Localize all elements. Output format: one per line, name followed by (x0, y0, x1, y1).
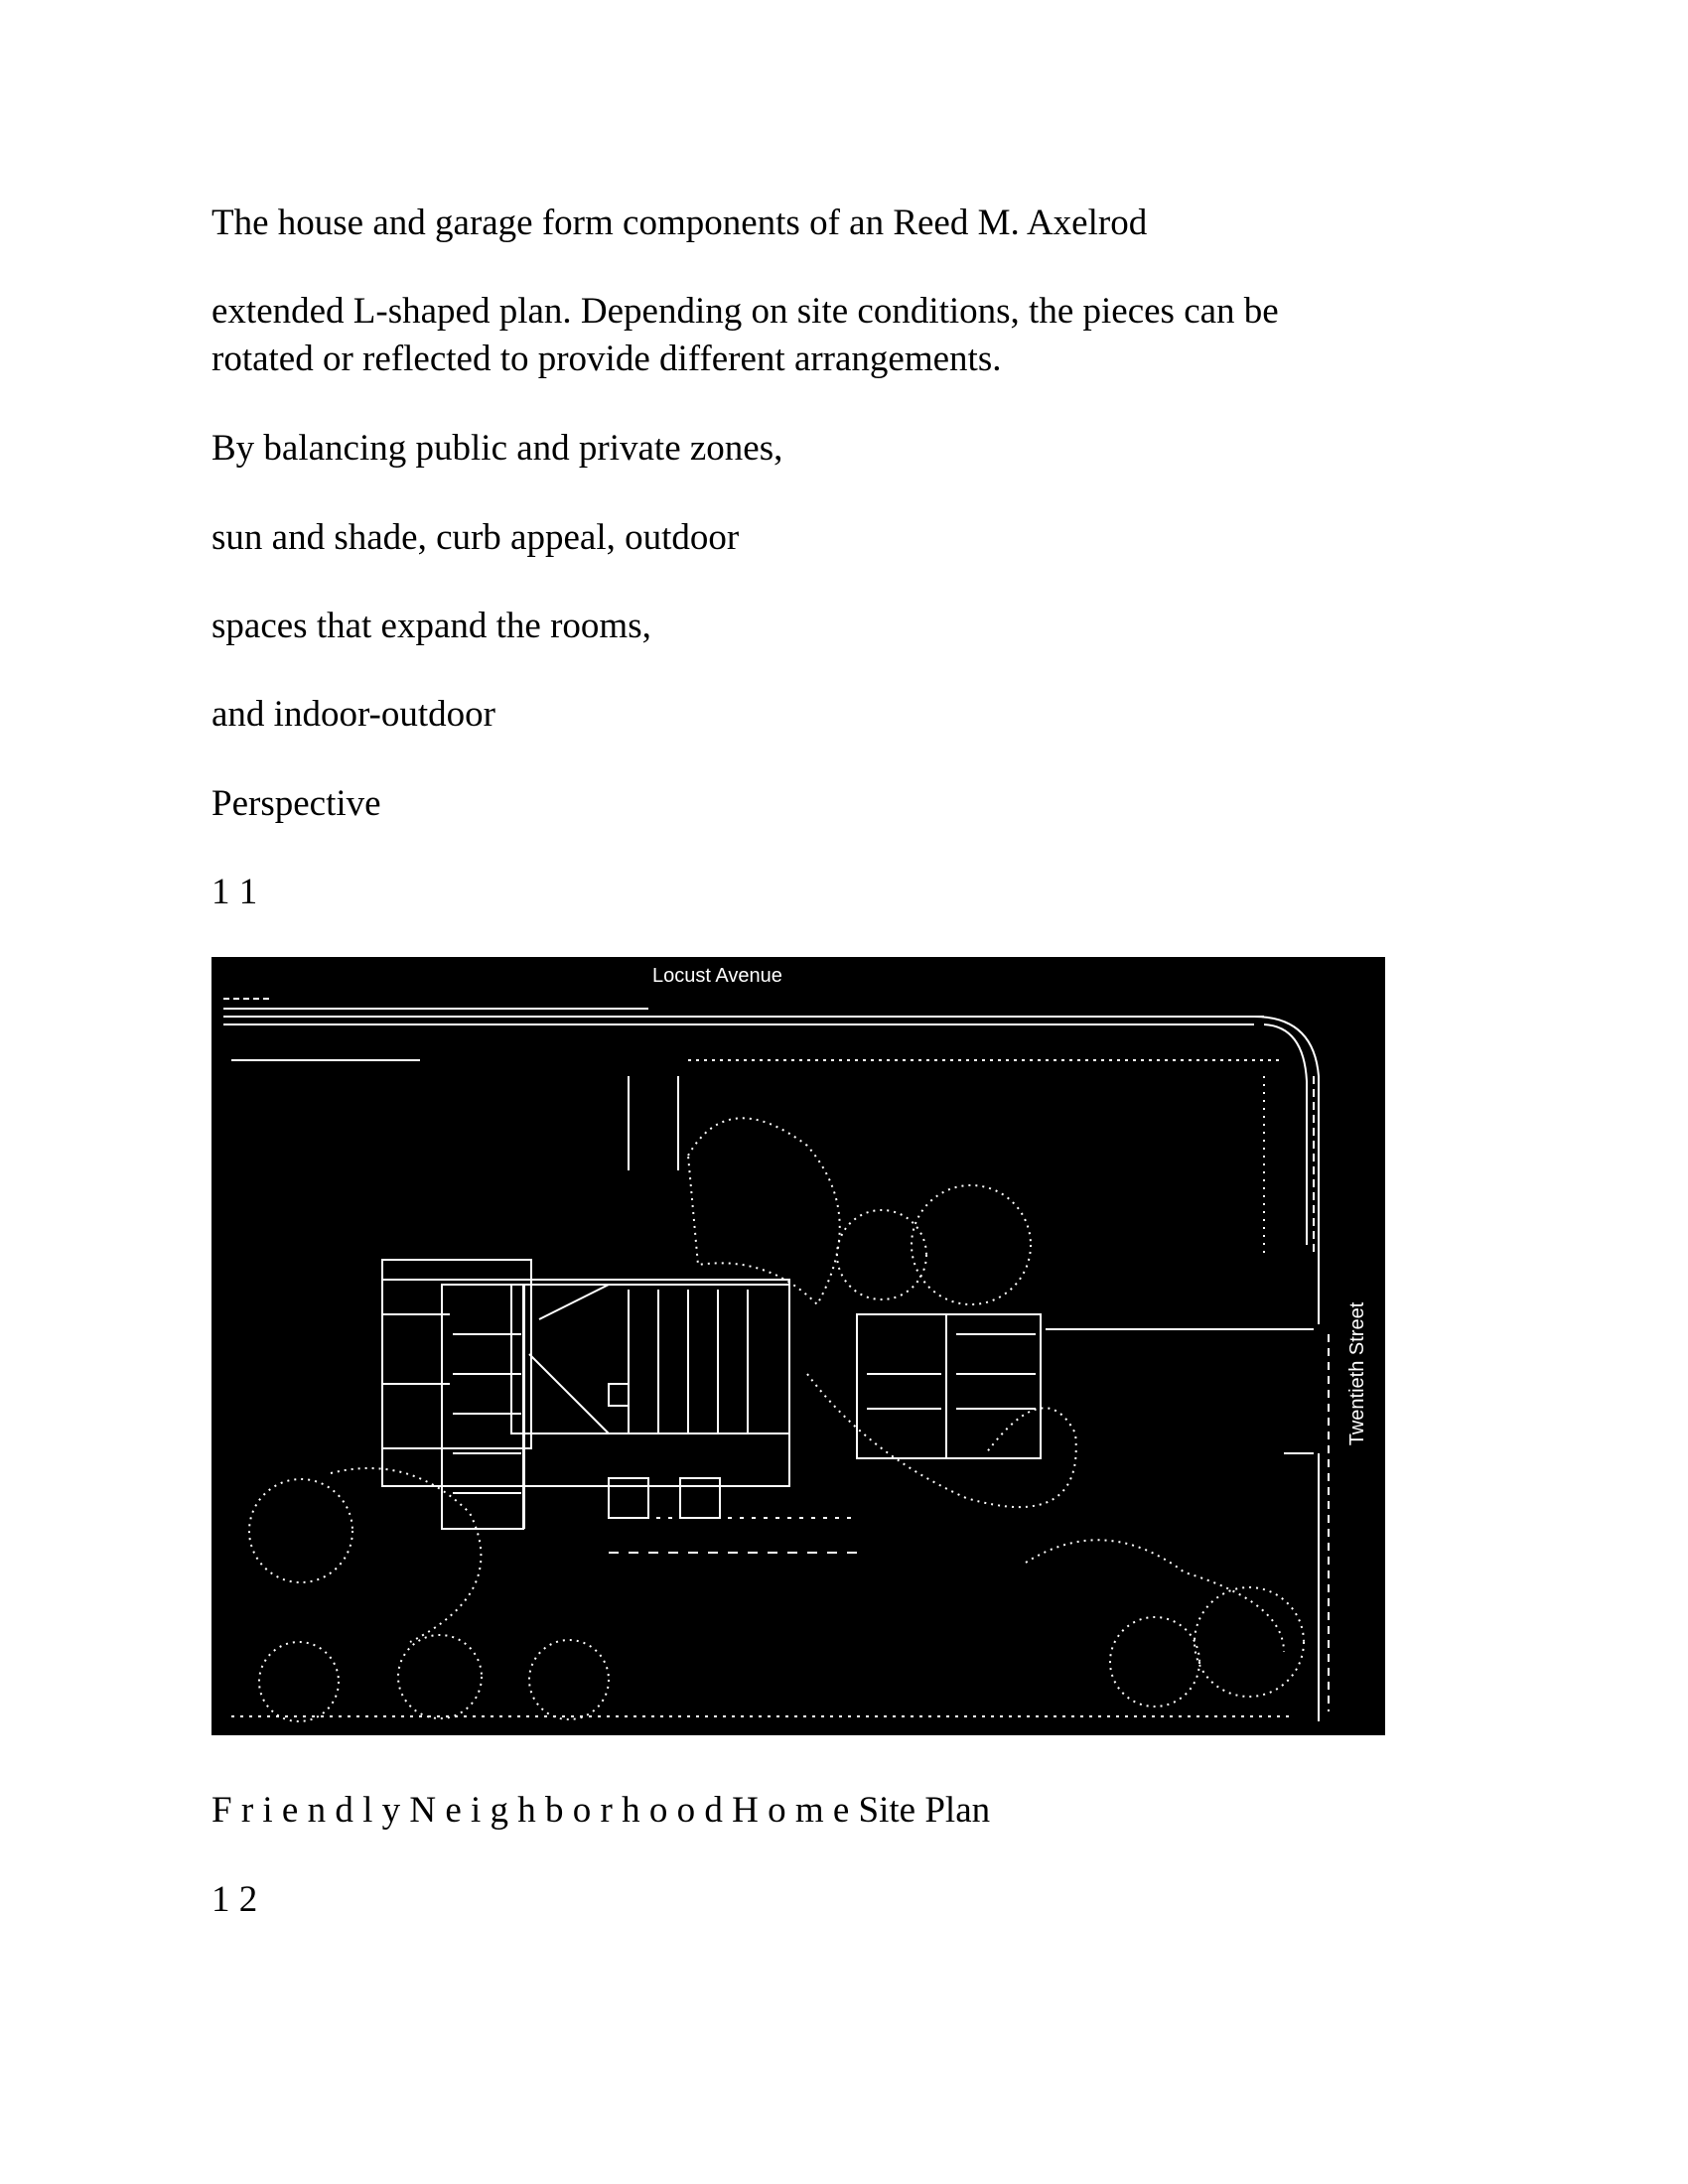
section-heading-perspective: Perspective (211, 783, 381, 824)
paragraph-line-7: and indoor-outdoor (211, 694, 495, 735)
page-number-11: 1 1 (211, 872, 258, 912)
paragraph-line-4: By balancing public and private zones, (211, 428, 783, 469)
paragraph-line-6: spaces that expand the rooms, (211, 606, 651, 646)
paragraph-line-5: sun and shade, curb appeal, outdoor (211, 517, 740, 558)
site-plan-drawing (211, 957, 1385, 1735)
site-plan-image (211, 957, 1385, 1735)
street-label-right: Twentieth Street (1346, 1301, 1368, 1446)
street-label-top: Locust Avenue (652, 965, 782, 987)
paragraph-line-3: rotated or reflected to provide different arrangements. (211, 339, 1002, 379)
paragraph-line-2: extended L-shaped plan. Depending on site conditions, the pieces can be (211, 291, 1279, 332)
figure-caption: F r i e n d l y N e i g h b o r h o o d H o m e Site Plan (211, 1790, 991, 1831)
paragraph-line-1: The house and garage form components of an Reed M. Axelrod (211, 203, 1148, 243)
page-number-12: 1 2 (211, 1879, 258, 1920)
